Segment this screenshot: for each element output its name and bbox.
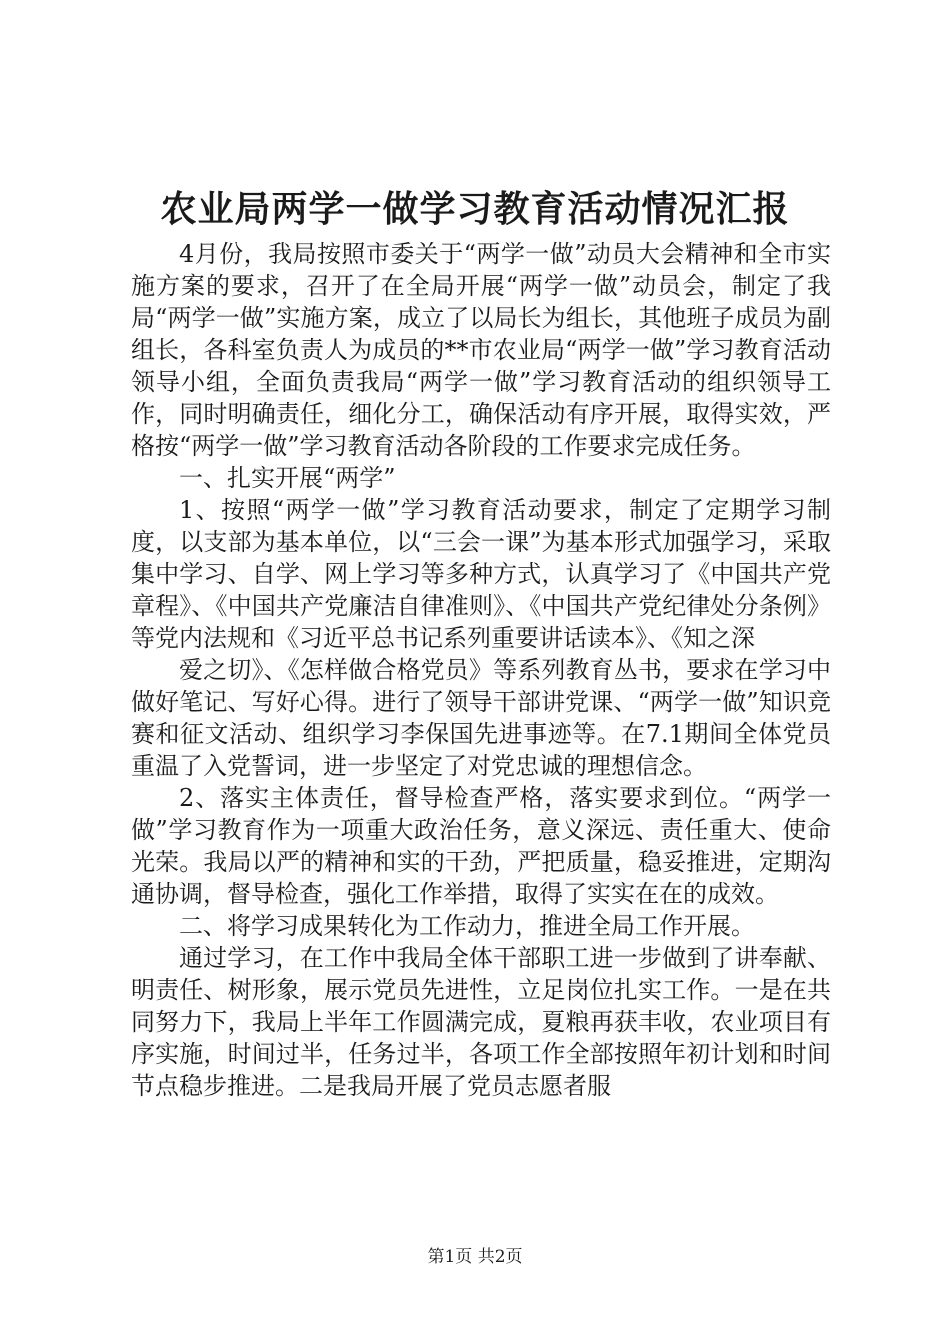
- page-number-footer: 第1页 共2页: [427, 1247, 523, 1267]
- paragraph-intro: 4月份，我局按照市委关于“两学一做”动员大会精神和全市实施方案的要求，召开了在全局开展“两学一做”动员会，制定了我局“两学一做”实施方案，成立了以局长为组长，其他班子成员为副组长，各科室负责人为成员的**市农业局“两学一做”学习教育活动领导小组，全面负责我局“两学一做”学习教育活动的组织领导工作，同时明确责任，细化分工，确保活动有序开展，取得实效，严格按“两学一做”学习教育活动各阶段的工作要求完成任务。: [131, 240, 831, 460]
- paragraph-2: 2、落实主体责任，督导检查严格，落实要求到位。“两学一做”学习教育作为一项重大政治任务，意义深远、责任重大、使命光荣。我局以严的精神和实的干劲，严把质量，稳妥推进，定期沟通协调，督导检查，强化工作举措，取得了实实在在的成效。: [131, 784, 831, 908]
- document-title: 农业局两学一做学习教育活动情况汇报: [160, 188, 790, 230]
- section-heading-1: 一、扎实开展“两学”: [179, 464, 396, 492]
- paragraph-3: 通过学习，在工作中我局全体干部职工进一步做到了讲奉献、明责任、树形象，展示党员先进性，立足岗位扎实工作。一是在共同努力下，我局上半年工作圆满完成，夏粮再获丰收，农业项目有序实施，时间过半，任务过半，各项工作全部按照年初计划和时间节点稳步推进。二是我局开展了党员志愿者服: [131, 944, 831, 1100]
- section-heading-2: 二、将学习成果转化为工作动力，推进全局工作开展。: [179, 912, 755, 940]
- paragraph-1: 1、按照“两学一做”学习教育活动要求，制定了定期学习制度，以支部为基本单位，以“三会一课”为基本形式加强学习，采取集中学习、自学、网上学习等多种方式，认真学习了《中国共产党章程》、《中国共产党廉洁自律准则》、《中国共产党纪律处分条例》等党内法规和《习近平总书记系列重要讲话读本》、《知之深: [131, 496, 831, 652]
- paragraph-1-continued: 爱之切》、《怎样做合格党员》等系列教育丛书，要求在学习中做好笔记、写好心得。进行了领导干部讲党课、“两学一做”知识竞赛和征文活动、组织学习李保国先进事迹等。在7.1期间全体党员重温了入党誓词，进一步坚定了对党忠诚的理想信念。: [131, 656, 831, 780]
- document-body: [131, 238, 831, 1102]
